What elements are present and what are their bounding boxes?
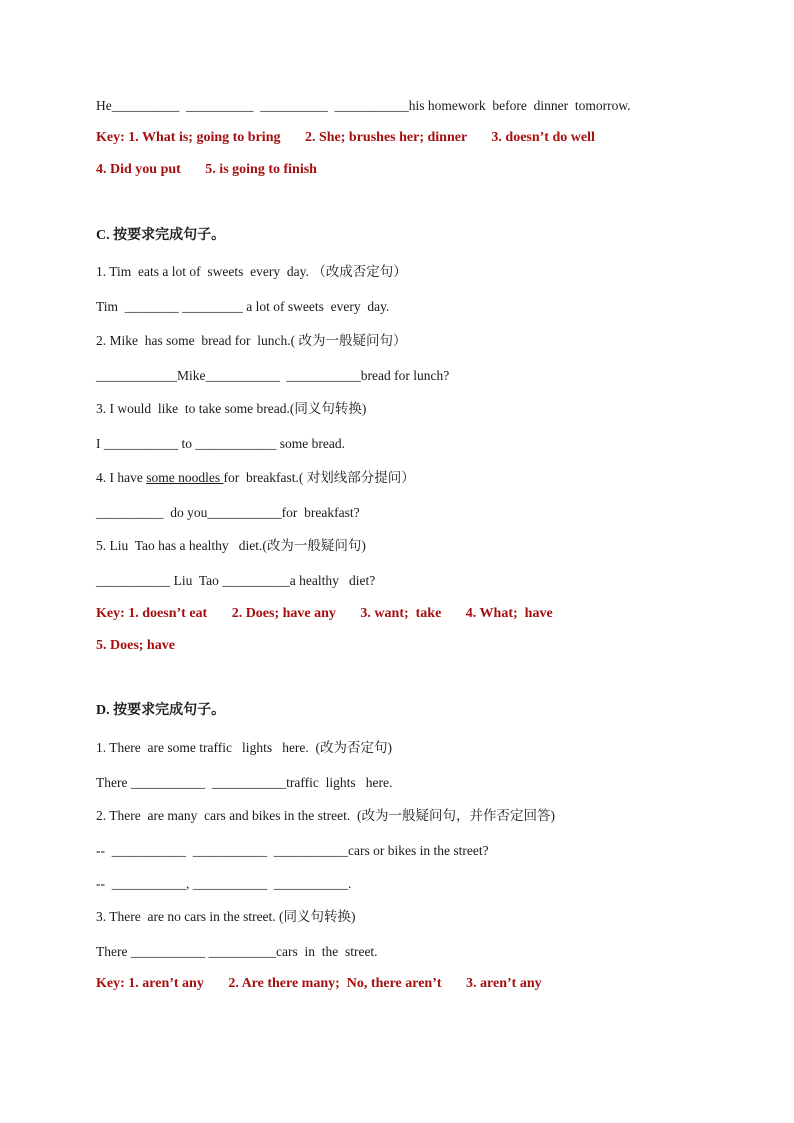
section-d-question-2: 2. There are many cars and bikes in the street. (改为一般疑问句，并作否定回答) [96, 808, 556, 823]
section-c-question-4 [96, 468, 415, 488]
section-d-answer-2-reply: -- ___________, ___________ ___________. [96, 876, 352, 891]
section-c-answer-3: I ___________ to ____________ some bread. [96, 436, 345, 451]
section-c-answer-4: __________ do you___________for breakfast? [96, 505, 360, 520]
section-d-question-1: 1. There are some traffic lights here. (改为否定句) [96, 740, 393, 755]
section-c-heading: C. 按要求完成句子。 [96, 228, 226, 243]
section-c-answer-key-line-1: Key: 1. doesn’t eat 2. Does; have any 3. want; take 4. What; have [96, 606, 553, 621]
section-b-answer-key-line-1: Key: 1. What is; going to bring 2. She; brushes her; dinner 3. doesn’t do well [96, 130, 595, 145]
section-d-question-3: 3. There are no cars in the street. (同义句转换) [96, 909, 356, 924]
section-c-answer-1: Tim ________ _________ a lot of sweets every day. [96, 299, 390, 314]
section-d-answer-1: There ___________ ___________traffic lights here. [96, 775, 393, 790]
section-c-answer-key-line-2: 5. Does; have [96, 638, 175, 653]
section-c-question-5: 5. Liu Tao has a healthy diet.(改为一般疑问句) [96, 538, 366, 553]
question-4-suffix: for breakfast.( 对划线部分提问） [223, 470, 415, 485]
section-d-answer-key: Key: 1. aren’t any 2. Are there many; No, there aren’t 3. aren’t any [96, 976, 542, 991]
underlined-phrase: some noodles [146, 470, 224, 485]
section-c-answer-2: ____________Mike___________ ___________bread for lunch? [96, 368, 450, 383]
section-c-answer-5: ___________ Liu Tao __________a healthy diet? [96, 573, 376, 588]
section-b-last-question: He__________ __________ __________ ___________his homework before dinner tomorrow. [96, 98, 631, 113]
section-c-question-3: 3. I would like to take some bread.(同义句转换) [96, 401, 367, 416]
section-c-question-1: 1. Tim eats a lot of sweets every day. （改成否定句） [96, 264, 407, 279]
section-d-answer-3: There ___________ __________cars in the street. [96, 944, 378, 959]
section-c-question-2: 2. Mike has some bread for lunch.( 改为一般疑问句） [96, 333, 407, 348]
section-d-answer-2-question: -- ___________ ___________ ___________cars or bikes in the street? [96, 843, 489, 858]
question-4-prefix: 4. I have [96, 470, 147, 485]
section-b-answer-key-line-2: 4. Did you put 5. is going to finish [96, 162, 317, 177]
section-d-heading: D. 按要求完成句子。 [96, 703, 226, 718]
